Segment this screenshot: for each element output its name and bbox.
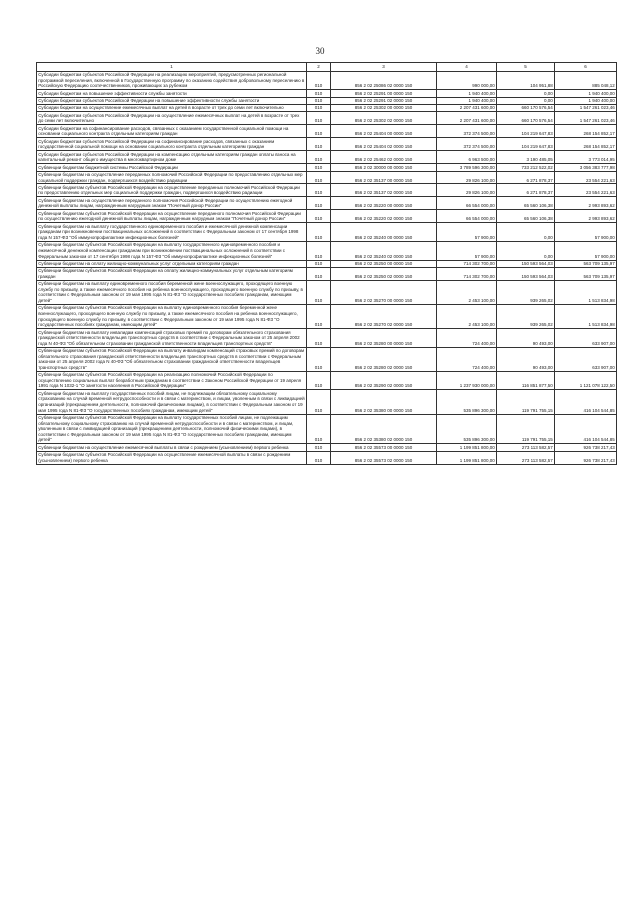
- row-budget-code: 856 2 02 35137 00 0000 150: [331, 171, 437, 184]
- row-value-col5: 116 851 877,50: [497, 371, 555, 390]
- row-value-col5: 0,00: [497, 90, 555, 97]
- row-budget-code: 856 2 02 35280 00 0000 150: [331, 329, 437, 348]
- row-value-col5: 660 170 576,54: [497, 112, 555, 125]
- row-code: 010: [307, 184, 331, 197]
- row-code: 010: [307, 71, 331, 90]
- table-row: [37, 267, 617, 280]
- table-row: [37, 164, 617, 171]
- row-value-col5: 273 113 582,57: [497, 444, 555, 451]
- table-row: [37, 112, 617, 125]
- row-code: 010: [307, 390, 331, 414]
- row-budget-code: 856 2 02 35240 02 0000 150: [331, 241, 437, 260]
- row-value-col5: 90 493,00: [497, 329, 555, 348]
- row-description: Субвенции бюджетам субъектов Российской Федерации на осуществление ежемесячной выплаты в связи с рождением (усыновлением) первого ребенка: [37, 451, 307, 464]
- row-value-col4: 1 940 400,00: [437, 90, 497, 97]
- table-row: [37, 197, 617, 210]
- row-code: 010: [307, 414, 331, 444]
- row-description: Субсидии бюджетам субъектов Российской Федерации на осуществление ежемесячных выплат на детей в возрасте от трех до семи лет включительно: [37, 112, 307, 125]
- row-value-col5: 733 212 522,02: [497, 164, 555, 171]
- row-value-col4: 29 826 100,00: [437, 184, 497, 197]
- row-budget-code: 856 2 02 25302 00 0000 150: [331, 104, 437, 111]
- table-row: [37, 97, 617, 104]
- table-row: [37, 305, 617, 329]
- table-row: [37, 71, 617, 90]
- table-row: [37, 241, 617, 260]
- row-budget-code: 856 2 02 25302 02 0000 150: [331, 112, 437, 125]
- row-value-col4: 29 826 100,00: [437, 171, 497, 184]
- row-code: 010: [307, 267, 331, 280]
- table-row: [37, 223, 617, 242]
- row-value-col6: 633 907,00: [555, 347, 617, 371]
- table-row: [37, 329, 617, 348]
- row-code: 010: [307, 97, 331, 104]
- row-budget-code: 856 2 02 35573 00 0000 150: [331, 444, 437, 451]
- row-code: 010: [307, 260, 331, 267]
- row-budget-code: 856 2 02 35290 02 0000 150: [331, 371, 437, 390]
- table-row: [37, 125, 617, 138]
- row-description: Субвенции бюджетам субъектов Российской Федерации на осуществление переданного полномочия Российской Федерации по осуществлению ежегодной денежной выплаты лицам, награжденным нагрудным знаком "Почетный донор России": [37, 210, 307, 223]
- row-value-col5: 0,00: [497, 223, 555, 242]
- row-value-col4: 2 207 431 600,00: [437, 112, 497, 125]
- row-budget-code: 856 2 02 35380 02 0000 150: [331, 414, 437, 444]
- row-code: 010: [307, 171, 331, 184]
- row-value-col4: 66 554 000,00: [437, 197, 497, 210]
- row-value-col5: 939 265,02: [497, 305, 555, 329]
- row-value-col4: 535 896 300,00: [437, 390, 497, 414]
- row-budget-code: 856 2 02 35280 02 0000 150: [331, 347, 437, 371]
- table-row: [37, 151, 617, 164]
- page-number: 30: [315, 46, 325, 56]
- row-value-col4: 372 374 500,00: [437, 125, 497, 138]
- row-value-col5: 90 493,00: [497, 347, 555, 371]
- row-code: 010: [307, 197, 331, 210]
- row-value-col6: 1 940 400,00: [555, 97, 617, 104]
- row-value-col6: 563 709 135,97: [555, 267, 617, 280]
- row-value-col5: 65 560 106,38: [497, 210, 555, 223]
- row-value-col5: 3 190 485,05: [497, 151, 555, 164]
- row-value-col6: 1 940 400,00: [555, 90, 617, 97]
- row-code: 010: [307, 241, 331, 260]
- row-description: Субвенции бюджетам бюджетной системы Российской Федерации: [37, 164, 307, 171]
- row-value-col5: 119 791 755,15: [497, 390, 555, 414]
- row-description: Субвенции бюджетам субъектов Российской Федерации на выплату государственного единовременного пособия и ежемесячной денежной компенсации гражданам при возникновении поствакцинальных осложнений в соответствии с Федеральным законом от 17 сентября 1998 года N 157-ФЗ "Об иммунопрофилактике инфекционных болезней": [37, 241, 307, 260]
- row-value-col6: 633 907,00: [555, 329, 617, 348]
- row-description: Субвенции бюджетам на осуществление ежемесячной выплаты в связи с рождением (усыновлением) первого ребенка: [37, 444, 307, 451]
- row-value-col5: 65 560 106,38: [497, 197, 555, 210]
- row-description: Субвенции бюджетам субъектов Российской Федерации на оплату жилищно-коммунальных услуг отдельным категориям граждан: [37, 267, 307, 280]
- row-description: Субвенции бюджетам на выплату государственного единовременного пособия и ежемесячной денежной компенсации гражданам при возникновении поствакцинальных осложнений в соответствии с Федеральным законом от 17 сентября 1998 года N 157-ФЗ "Об иммунопрофилактике инфекционных болезней": [37, 223, 307, 242]
- row-budget-code: 856 2 02 35220 00 0000 150: [331, 197, 437, 210]
- row-value-col4: 6 963 500,00: [437, 151, 497, 164]
- row-description: Субвенции бюджетам на осуществление переданных полномочий Российской Федерации по предоставлению отдельных мер социальной поддержки граждан, подвергшихся воздействию радиации: [37, 171, 307, 184]
- row-code: 010: [307, 210, 331, 223]
- table-row: [37, 104, 617, 111]
- row-value-col5: 0,00: [497, 241, 555, 260]
- row-description: Субсидии бюджетам субъектов Российской Федерации на компенсацию отдельным категориям граждан оплаты взноса на капитальный ремонт общего имущества в многоквартирном доме: [37, 151, 307, 164]
- column-header: 5: [497, 63, 555, 72]
- row-value-col6: 3 056 383 777,98: [555, 164, 617, 171]
- budget-table-body: [37, 63, 617, 465]
- row-value-col6: 1 547 261 023,46: [555, 112, 617, 125]
- table-row: [37, 210, 617, 223]
- row-value-col4: 2 453 100,00: [437, 280, 497, 304]
- row-budget-code: 856 2 02 30000 00 0000 150: [331, 164, 437, 171]
- table-row: [37, 280, 617, 304]
- column-header: 2: [307, 63, 331, 72]
- column-header: 1: [37, 63, 307, 72]
- row-description: Субвенции бюджетам на оплату жилищно-коммунальных услуг отдельным категориям граждан: [37, 260, 307, 267]
- row-description: Субвенции бюджетам на выплату государственных пособий лицам, не подлежащим обязательному социальному страхованию на случай временной нетрудоспособности и в связи с материнством, и лицам, уволенным в связи с ликвидацией организаций (прекращением деятельности, полномочий физическими лицами), в соответствии с Федеральным законом от 19 мая 1995 года N 81-ФЗ "О государственных пособиях гражданам, имеющим детей": [38, 390, 305, 413]
- row-description: Субсидии бюджетам на повышение эффективности службы занятости: [37, 90, 307, 97]
- row-description: Субсидии бюджетам субъектов Российской Федерации на реализацию мероприятий, предусмотренных региональной программой переселения, включенной в Государственную программу по оказанию содействия добровольному переселению в Российскую Федерацию соотечественников, проживающих за рубежом: [37, 71, 307, 90]
- row-value-col4: 1 940 400,00: [437, 97, 497, 104]
- row-value-col6: 1 547 261 023,46: [555, 104, 617, 111]
- row-description: Субсидии бюджетам на софинансирование расходов, связанных с оказанием государственной социальной помощи на основании социального контракта отдельным категориям граждан: [37, 125, 307, 138]
- row-value-col4: 724 400,00: [437, 329, 497, 348]
- row-code: 010: [307, 138, 331, 151]
- row-value-col5: 104 219 647,83: [497, 125, 555, 138]
- row-value-col4: 372 374 500,00: [437, 138, 497, 151]
- row-value-col4: 57 900,00: [437, 223, 497, 242]
- row-budget-code: 856 2 02 35270 02 0000 150: [331, 305, 437, 329]
- row-budget-code: 856 2 02 35270 00 0000 150: [331, 280, 437, 304]
- row-description: Субвенции бюджетам на осуществление переданного полномочия Российской Федерации по осуществлению ежегодной денежной выплаты лицам, награжденным нагрудным знаком "Почетный донор России": [37, 197, 307, 210]
- table-row: [37, 138, 617, 151]
- row-value-col6: 268 154 852,17: [555, 138, 617, 151]
- row-value-col6: 416 104 544,85: [555, 414, 617, 444]
- column-header: 4: [437, 63, 497, 72]
- row-value-col4: 2 207 431 600,00: [437, 104, 497, 111]
- row-code: 010: [307, 371, 331, 390]
- row-budget-code: 856 2 02 25086 02 0000 150: [331, 71, 437, 90]
- row-budget-code: 856 2 02 35250 00 0000 150: [331, 260, 437, 267]
- row-value-col6: 23 554 221,63: [555, 171, 617, 184]
- row-value-col6: 23 554 221,63: [555, 184, 617, 197]
- row-value-col6: 57 900,00: [555, 223, 617, 242]
- column-header: 3: [331, 63, 437, 72]
- row-code: 010: [307, 104, 331, 111]
- row-value-col5: 150 593 564,03: [497, 267, 555, 280]
- row-code: 010: [307, 451, 331, 464]
- row-value-col6: 268 154 852,17: [555, 125, 617, 138]
- row-value-col6: 1 513 834,98: [555, 280, 617, 304]
- budget-table: [36, 62, 617, 465]
- row-description: Субвенции бюджетам на выплату инвалидам компенсаций страховых премий по договорам обязательного страхования гражданской ответственности владельцев транспортных средств в соответствии с Федеральным законом от 25 апреля 2002 года N 40-ФЗ "Об обязательном страховании гражданской ответственности владельцев транспортных средств": [37, 329, 307, 348]
- row-budget-code: 856 2 02 25404 00 0000 150: [331, 125, 437, 138]
- row-value-col4: 714 302 700,00: [437, 267, 497, 280]
- row-code: 010: [307, 125, 331, 138]
- column-header: 6: [555, 63, 617, 72]
- row-budget-code: 856 2 02 35220 02 0000 150: [331, 210, 437, 223]
- row-value-col5: 939 265,02: [497, 280, 555, 304]
- row-value-col4: 535 896 300,00: [437, 414, 497, 444]
- row-value-col4: 1 199 851 800,00: [437, 444, 497, 451]
- row-value-col4: 3 789 596 300,00: [437, 164, 497, 171]
- row-value-col6: 3 773 014,95: [555, 151, 617, 164]
- row-value-col4: 714 302 700,00: [437, 260, 497, 267]
- row-code: 010: [307, 305, 331, 329]
- row-value-col4: 2 453 100,00: [437, 305, 497, 329]
- row-value-col5: 104 951,88: [497, 71, 555, 90]
- row-value-col4: 990 000,00: [437, 71, 497, 90]
- row-value-col4: 1 237 930 000,00: [437, 371, 497, 390]
- row-budget-code: 856 2 02 35573 02 0000 150: [331, 451, 437, 464]
- row-budget-code: 856 2 02 25404 02 0000 150: [331, 138, 437, 151]
- row-value-col4: 57 900,00: [437, 241, 497, 260]
- table-row: [37, 347, 617, 371]
- row-description: Субсидии бюджетам на осуществление ежемесячных выплат на детей в возрасте от трех до семи лет включительно: [37, 104, 307, 111]
- row-description: Субвенции бюджетам на выплату единовременного пособия беременной жене военнослужащего, проходящего военную службу по призыву, а также ежемесячного пособия на ребенка военнослужащего, проходящего военную службу по призыву, в соответствии с Федеральным законом от 19 мая 1995 года N 81-ФЗ "О государственных пособиях гражданам, имеющим детей": [37, 280, 307, 304]
- row-code: 010: [307, 151, 331, 164]
- table-row: [37, 260, 617, 267]
- row-value-col4: 724 400,00: [437, 347, 497, 371]
- table-row: [37, 184, 617, 197]
- row-value-col5: 104 219 647,83: [497, 138, 555, 151]
- row-code: 010: [307, 280, 331, 304]
- row-value-col5: 150 593 564,03: [497, 260, 555, 267]
- row-value-col6: 563 709 135,97: [555, 260, 617, 267]
- table-row: [37, 171, 617, 184]
- row-budget-code: 856 2 02 35380 00 0000 150: [331, 390, 437, 414]
- row-budget-code: 856 2 02 35137 02 0000 150: [331, 184, 437, 197]
- row-description: Субсидии бюджетам субъектов Российской Федерации на повышение эффективности службы занятости: [37, 97, 307, 104]
- row-budget-code: 856 2 02 35250 02 0000 150: [331, 267, 437, 280]
- row-description: Субвенции бюджетам субъектов Российской Федерации на осуществление переданных полномочий Российской Федерации по предоставлению отдельных мер социальной поддержки граждан, подвергшихся воздействию радиации: [37, 184, 307, 197]
- row-description: Субвенции бюджетам субъектов Российской Федерации на выплату единовременного пособия беременной жене военнослужащего, проходящего военную службу по призыву, а также ежемесячного пособия на ребенка военнослужащего, проходящего военную службу по призыву, в соответствии с Федеральным законом от 19 мая 1995 года N 81-ФЗ "О государственных пособиях гражданам, имеющим детей": [37, 305, 307, 329]
- row-value-col4: 1 199 851 800,00: [437, 451, 497, 464]
- row-value-col5: 6 271 878,37: [497, 171, 555, 184]
- row-value-col6: 926 738 217,43: [555, 451, 617, 464]
- row-value-col6: 1 121 078 122,50: [555, 371, 617, 390]
- row-description: Субвенции бюджетам субъектов Российской Федерации на выплату государственных пособий лицам, не подлежащим обязательному социальному страхованию на случай временной нетрудоспособности и в связи с материнством, и лицам, уволенным в связи с ликвидацией организаций (прекращением деятельности, полномочий физическими лицами), в соответствии с Федеральным законом от 19 мая 1995 года N 81-ФЗ "О государственных пособиях гражданам, имеющим детей": [37, 414, 307, 444]
- row-budget-code: 856 2 02 25291 02 0000 150: [331, 97, 437, 104]
- row-budget-code: 856 2 02 25291 00 0000 150: [331, 90, 437, 97]
- row-description: Субвенции бюджетам субъектов Российской Федерации на реализацию полномочий Российской Федерации по осуществлению социальных выплат безработным гражданам в соответствии с Законом Российской Федерации от 19 апреля 1991 года N 1032-1 "О занятости населения в Российской Федерации": [37, 371, 307, 390]
- table-row: [37, 414, 617, 444]
- row-value-col6: 1 513 834,98: [555, 305, 617, 329]
- table-row: [37, 444, 617, 451]
- row-description: Субсидии бюджетам субъектов Российской Федерации на софинансирование расходов, связанных с оказанием государственной социальной помощи на основании социального контракта отдельным категориям граждан: [37, 138, 307, 151]
- row-budget-code: 856 2 02 25462 02 0000 150: [331, 151, 437, 164]
- row-code: 010: [307, 112, 331, 125]
- table-row: [37, 451, 617, 464]
- row-value-col6: 2 993 893,62: [555, 197, 617, 210]
- row-code: 010: [307, 329, 331, 348]
- row-value-col6: 2 993 893,62: [555, 210, 617, 223]
- row-code: 010: [307, 90, 331, 97]
- row-budget-code: 856 2 02 35240 00 0000 150: [331, 223, 437, 242]
- row-value-col6: 885 048,12: [555, 71, 617, 90]
- row-code: 010: [307, 223, 331, 242]
- table-row: [37, 371, 617, 390]
- row-value-col6: 926 738 217,43: [555, 444, 617, 451]
- row-value-col5: 6 271 878,37: [497, 184, 555, 197]
- row-value-col5: 273 113 582,57: [497, 451, 555, 464]
- row-description: Субвенции бюджетам субъектов Российской Федерации на выплату инвалидам компенсаций страховых премий по договорам обязательного страхования гражданской ответственности владельцев транспортных средств в соответствии с Федеральным законом от 25 апреля 2002 года N 40-ФЗ "Об обязательном страховании гражданской ответственности владельцев транспортных средств": [37, 347, 307, 371]
- table-row: [37, 90, 617, 97]
- row-code: 010: [307, 164, 331, 171]
- row-code: 010: [307, 347, 331, 371]
- row-value-col6: 416 104 544,85: [555, 390, 617, 414]
- table-row: [37, 390, 617, 414]
- row-value-col4: 66 554 000,00: [437, 210, 497, 223]
- table-header-row: [37, 63, 617, 72]
- row-value-col5: 119 791 755,15: [497, 414, 555, 444]
- row-value-col5: 0,00: [497, 97, 555, 104]
- row-value-col5: 660 170 576,54: [497, 104, 555, 111]
- row-value-col6: 57 900,00: [555, 241, 617, 260]
- row-code: 010: [307, 444, 331, 451]
